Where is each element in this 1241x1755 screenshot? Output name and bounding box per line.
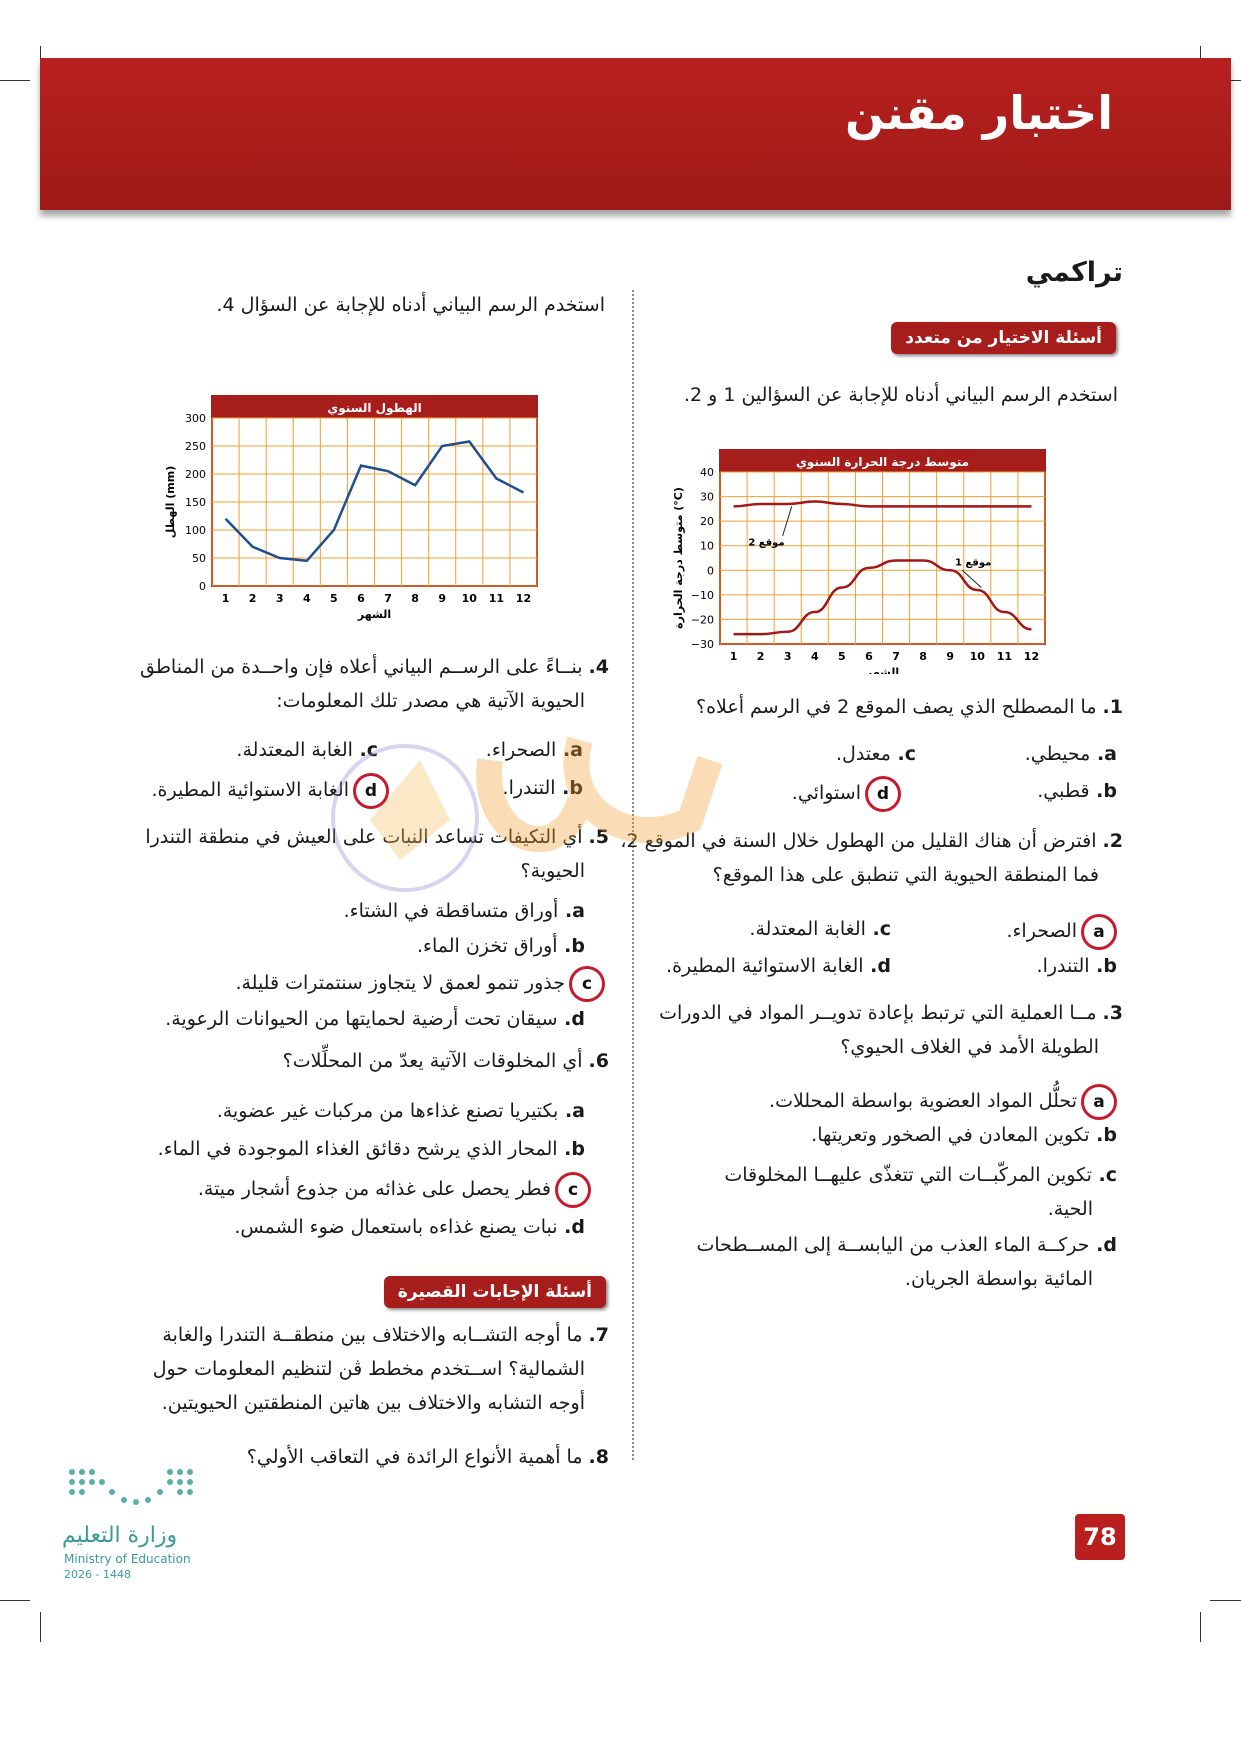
q1-option-c[interactable]: c. معتدل. [835, 743, 916, 765]
x-tick-label: 10 [969, 650, 985, 663]
answer-circle: d [865, 776, 901, 812]
y-tick-label: −30 [690, 638, 714, 651]
x-tick-label: 2 [248, 592, 257, 605]
x-tick-label: 2 [756, 650, 765, 663]
q5-option-d[interactable]: d. سيقان تحت أرضية لحمايتها من الحيوانات الرعوية. [165, 1008, 585, 1030]
right-intro: استخدم الرسم البياني أدناه للإجابة عن السؤالين 1 و 2. [683, 384, 1118, 406]
x-tick-label: 4 [302, 592, 311, 605]
q8-text: 8. ما أهمية الأنواع الرائدة في التعاقب الأولي؟ [246, 1446, 609, 1468]
q1-number: 1. [1102, 696, 1123, 718]
y-tick-label: 50 [192, 552, 206, 565]
y-axis-label: متوسط درجة الحرارة (°C) [672, 487, 685, 629]
x-tick-label: 5 [838, 650, 846, 663]
precipitation-chart [158, 382, 608, 628]
y-tick-label: 150 [185, 496, 206, 509]
q7-text: 7. ما أوجه التشــابه والاختلاف بين منطقــة التندرا والغابة الشمالية؟ اســتخدم مخطط ڤن لتنظيم المعلومات حول أوجه التشابه والاختلاف بين هاتين المنطقتين الحيويتين. [152, 1324, 609, 1414]
x-tick-label: 4 [810, 650, 819, 663]
x-tick-label: 1 [729, 650, 738, 663]
ministry-year: 2026 - 1448 [64, 1568, 131, 1581]
y-tick-label: 0 [707, 564, 714, 578]
q1-option-a[interactable]: a. محيطي. [1024, 743, 1117, 765]
x-tick-label: 6 [865, 650, 873, 663]
q4-option-d[interactable]: dالغابة الاستوائية المطيرة. [152, 773, 390, 809]
q6-option-a[interactable]: a. بكتيريا تصنع غذاءها من مركبات غير عضوية. [216, 1100, 585, 1122]
q5-text: 5. أي التكيفات تساعد النبات على العيش في منطقة التندرا الحيوية؟ [145, 826, 609, 882]
series-label-1: موقع 1 [954, 557, 992, 569]
x-tick-label: 6 [357, 592, 365, 605]
short-answer-tag: أسئلة الإجابات القصيرة [384, 1276, 606, 1308]
watermark-logo [330, 700, 770, 940]
x-tick-label: 7 [384, 592, 392, 605]
q1-question: ما المصطلح الذي يصف الموقع 2 في الرسم أعلاه؟ [696, 696, 1097, 718]
page-number: 78 [1075, 1514, 1125, 1560]
q1-option-b[interactable]: b. قطبي. [1037, 780, 1117, 802]
q3-option-b[interactable]: b. تكوين المعادن في الصخور وتعريتها. [811, 1124, 1117, 1146]
crop-mark [1210, 1600, 1241, 1601]
q5-option-b[interactable]: b. أوراق تخزن الماء. [417, 935, 585, 957]
x-tick-label: 12 [515, 592, 532, 605]
answer-circle: d [353, 773, 389, 809]
ministry-name-ar: وزارة التعليم [62, 1523, 178, 1548]
mc-section-tag: أسئلة الاختيار من متعدد [891, 322, 1116, 354]
series-label-2: موقع 2 [748, 537, 785, 549]
crop-mark [0, 1600, 30, 1601]
q2-text: 2. افترض أن هناك القليل من الهطول خلال السنة في الموقع 2، فما المنطقة الحيوية التي تنطبق على هذا الموقع؟ [620, 830, 1123, 886]
q4-option-c[interactable]: c. الغابة المعتدلة. [236, 739, 378, 761]
answer-circle: a [1081, 1084, 1117, 1120]
y-tick-label: 20 [700, 515, 714, 529]
x-axis-label: الشهر [357, 608, 392, 621]
q2-option-c[interactable]: c. الغابة المعتدلة. [749, 918, 891, 940]
q2-option-b[interactable]: b. التندرا. [1036, 955, 1117, 977]
chart-title: متوسط درجة الحرارة السنوي [795, 455, 970, 469]
answer-circle: c [569, 966, 605, 1002]
q5-option-a[interactable]: a. أوراق متساقطة في الشتاء. [343, 900, 585, 922]
answer-circle: a [1081, 914, 1117, 950]
y-tick-label: 300 [185, 412, 206, 425]
page-title: اختبار مقنن [844, 86, 1113, 140]
left-intro: استخدم الرسم البياني أدناه للإجابة عن السؤال 4. [216, 294, 605, 316]
crop-mark [0, 80, 30, 81]
q4-option-b[interactable]: b. التندرا. [502, 777, 583, 799]
x-tick-label: 12 [1023, 650, 1040, 663]
crop-mark [40, 1612, 41, 1642]
x-tick-label: 7 [892, 650, 900, 663]
x-tick-label: 3 [783, 650, 792, 663]
q5-option-c[interactable]: cجذور تنمو لعمق لا يتجاوز سنتمترات قليلة. [235, 966, 605, 1002]
x-tick-label: 5 [330, 592, 338, 605]
q1-option-d[interactable]: dاستوائي. [792, 776, 901, 812]
q2-option-d[interactable]: d. الغابة الاستوائية المطيرة. [666, 955, 891, 977]
x-tick-label: 10 [461, 592, 477, 605]
q3-option-a[interactable]: aتحلُّل المواد العضوية بواسطة المحللات. [769, 1084, 1117, 1120]
q3-text: 3. مــا العملية التي ترتبط بإعادة تدويــر المواد في الدورات الطويلة الأمد في الغلاف الحيوي؟ [659, 1002, 1123, 1058]
y-tick-label: 250 [185, 440, 206, 453]
section-title: تراكمي [1025, 257, 1123, 288]
q4-text: 4. بنــاءً على الرســم البياني أعلاه فإن واحــدة من المناطق الحيوية الآتية هي مصدر تلك المعلومات: [139, 656, 609, 712]
y-tick-label: 200 [185, 468, 206, 481]
x-tick-label: 1 [221, 592, 230, 605]
x-tick-label: 8 [919, 650, 927, 663]
q3-option-d[interactable]: d. حركــة الماء العذب من اليابســة إلى المســطحات المائية بواسطة الجريان. [696, 1234, 1117, 1290]
y-tick-label: −20 [690, 613, 714, 627]
x-tick-label: 11 [996, 650, 1013, 663]
q6-text: 6. أي المخلوقات الآتية يعدّ من المحلِّلات؟ [282, 1050, 609, 1072]
x-tick-label: 3 [275, 592, 284, 605]
y-tick-label: 30 [700, 490, 714, 504]
x-tick-label: 8 [411, 592, 419, 605]
x-tick-label: 11 [488, 592, 505, 605]
q4-option-a[interactable]: a. الصحراء. [485, 739, 583, 761]
q2-option-a[interactable]: aالصحراء. [1006, 914, 1117, 950]
x-tick-label: 9 [438, 592, 447, 605]
ministry-name-en: Ministry of Education [64, 1552, 191, 1566]
y-tick-label: 40 [700, 466, 714, 479]
ministry-logo-icon [64, 1462, 204, 1514]
y-tick-label: 10 [700, 539, 714, 553]
temperature-chart [668, 432, 1108, 674]
chart-title: الهطول السنوي [327, 401, 422, 415]
x-axis-label: الشهر [865, 666, 900, 674]
crop-mark [1200, 1612, 1201, 1642]
y-tick-label: 100 [185, 524, 206, 537]
q6-option-c[interactable]: cفطر يحصل على غذائه من جذوع أشجار ميتة. [198, 1172, 591, 1208]
y-axis-label: الهطل (mm) [164, 465, 177, 539]
q3-option-c[interactable]: c. تكوين المركّبــات التي تتغذّى عليهــا المخلوقات الحية. [724, 1164, 1117, 1220]
y-tick-label: 0 [199, 580, 206, 593]
y-tick-label: −10 [690, 588, 714, 602]
q6-option-b[interactable]: b. المحار الذي يرشح دقائق الغذاء الموجودة في الماء. [157, 1138, 585, 1160]
x-tick-label: 9 [946, 650, 955, 663]
answer-circle: c [555, 1172, 591, 1208]
q6-option-d[interactable]: d. نبات يصنع غذاءه باستعمال ضوء الشمس. [234, 1216, 585, 1238]
